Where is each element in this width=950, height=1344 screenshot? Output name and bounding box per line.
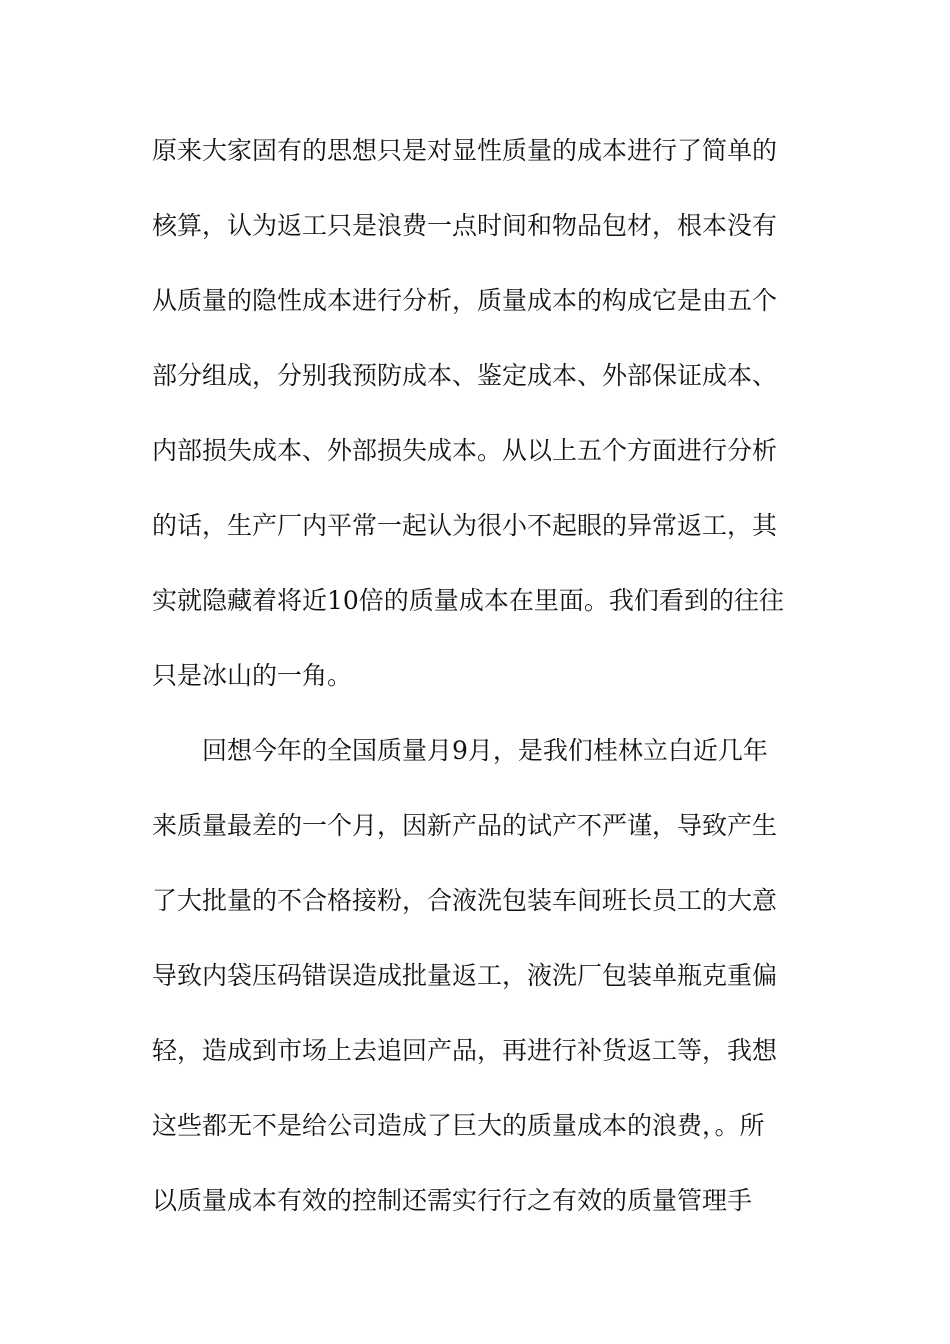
paragraph-line: 这些都无不是给公司造成了巨大的质量成本的浪费，。所 xyxy=(152,1111,765,1140)
paragraph-line: 只是冰山的一角。 xyxy=(152,661,353,690)
paragraph-line: 核算，认为返工只是浪费一点时间和物品包材，根本没有 xyxy=(152,211,778,240)
paragraph-line: 导致内袋压码错误造成批量返工，液洗厂包装单瓶克重偏 xyxy=(152,961,778,990)
paragraph-line: 轻，造成到市场上去追回产品，再进行补货返工等，我想 xyxy=(152,1036,778,1065)
paragraph-line: 内部损失成本、外部损失成本。从以上五个方面进行分析 xyxy=(152,436,778,465)
paragraph-line: 原来大家固有的思想只是对显性质量的成本进行了简单的 xyxy=(152,136,778,165)
paragraph-line: 了大批量的不合格接粉，合液洗包装车间班长员工的大意 xyxy=(152,886,778,915)
paragraph-line: 实就隐藏着将近10倍的质量成本在里面。我们看到的往往 xyxy=(152,586,784,615)
paragraph-line: 的话，生产厂内平常一起认为很小不起眼的异常返工，其 xyxy=(152,511,778,540)
paragraph-line: 部分组成，分别我预防成本、鉴定成本、外部保证成本、 xyxy=(152,361,778,390)
paragraph-line: 以质量成本有效的控制还需实行行之有效的质量管理手 xyxy=(152,1186,753,1215)
paragraph-line: 来质量最差的一个月，因新产品的试产不严谨，导致产生 xyxy=(152,811,778,840)
paragraph-line: 从质量的隐性成本进行分析，质量成本的构成它是由五个 xyxy=(152,286,778,315)
paragraph-line: 回想今年的全国质量月9月，是我们桂林立白近几年 xyxy=(202,736,768,765)
